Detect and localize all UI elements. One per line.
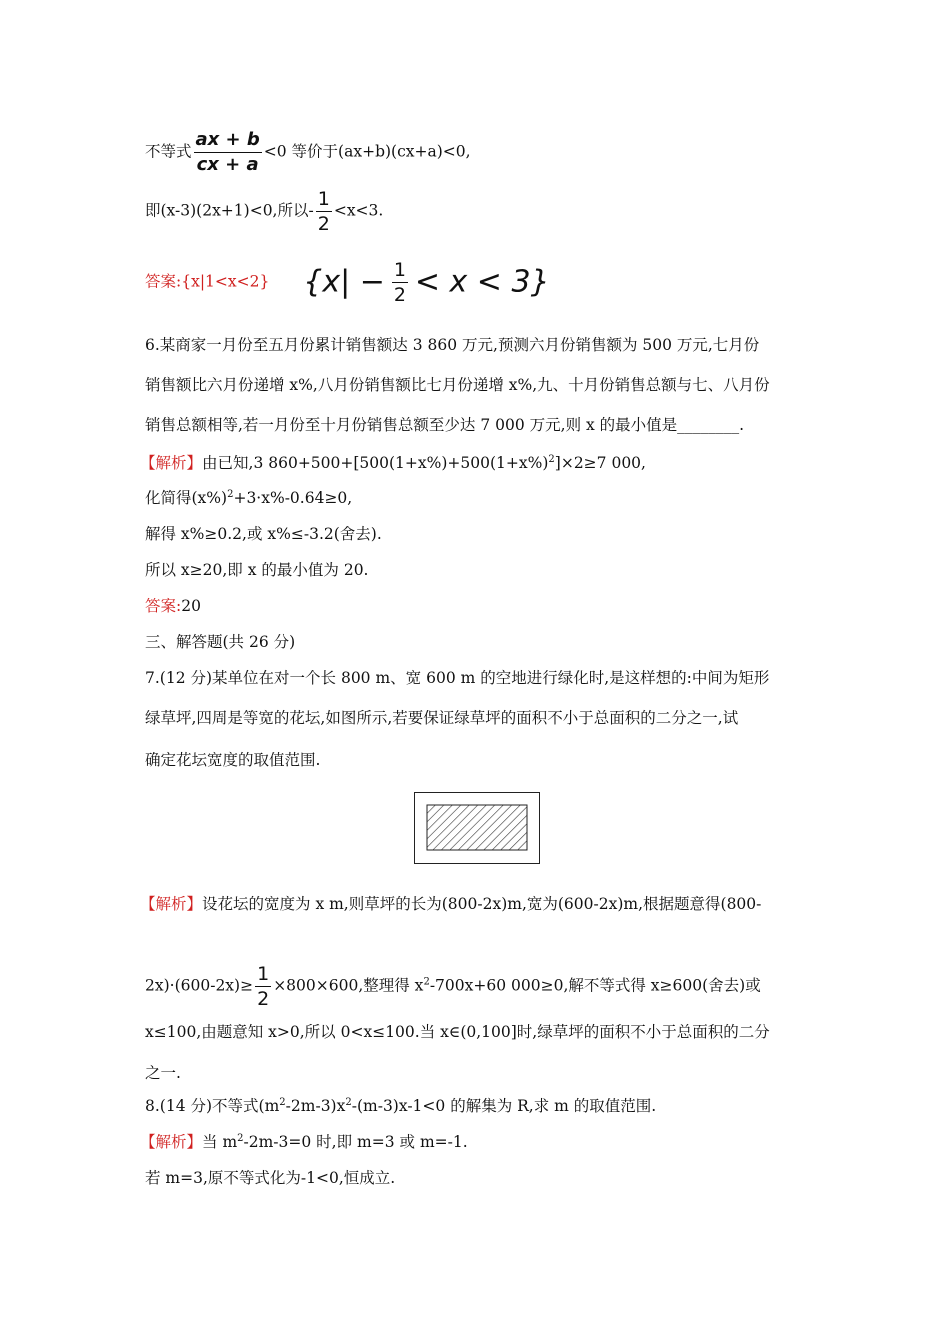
text: 当 m xyxy=(202,1133,238,1151)
superscript: 2 xyxy=(548,453,555,465)
lawn-rect xyxy=(427,805,527,850)
q6-stem-1: 6.某商家一月份至五月份累计销售额达 3 860 万元,预测六月份销售额为 500 万元,七月份 xyxy=(145,336,760,354)
denominator: 2 xyxy=(393,284,406,306)
text: <0 等价于(ax+b)(cx+a)<0, xyxy=(263,142,471,161)
q8-solution-2: 若 m=3,原不等式化为-1<0,恒成立. xyxy=(145,1169,396,1187)
q5-answer xyxy=(145,258,550,307)
q5-line-1 xyxy=(145,128,471,177)
answer-set-right: < x < 3} xyxy=(414,264,550,300)
answer-label: 答案: xyxy=(145,597,182,615)
fraction-half xyxy=(316,187,332,236)
q6-solution-3: 解得 x%≥0.2,或 x%≤-3.2(舍去). xyxy=(145,525,382,543)
q6-solution-1 xyxy=(140,452,646,474)
text: 由已知,3 860+500+[500(1+x%)+500(1+x%) xyxy=(202,454,549,472)
q7-stem-3: 确定花坛宽度的取值范围. xyxy=(145,751,321,769)
text: 不等式 xyxy=(145,142,192,161)
jiexi-label: 【解析】 xyxy=(140,454,203,472)
text: -2m-3=0 时,即 m=3 或 m=-1. xyxy=(243,1133,468,1151)
section-heading: 三、解答题(共 26 分) xyxy=(145,633,296,651)
answer-set-left: {x| − xyxy=(303,264,385,300)
text: 设花坛的宽度为 x m,则草坪的长为(800-2x)m,宽为(600-2x)m,根据题意得(800- xyxy=(202,895,762,913)
q6-solution-4: 所以 x≥20,即 x 的最小值为 20. xyxy=(145,561,369,579)
fraction-half xyxy=(255,962,271,1011)
q8-solution-1 xyxy=(140,1131,468,1153)
text: +3·x%-0.64≥0, xyxy=(233,489,353,507)
superscript: 2 xyxy=(237,1132,244,1144)
jiexi-label: 【解析】 xyxy=(140,895,203,913)
q7-stem-2: 绿草坪,四周是等宽的花坛,如图所示,若要保证绿草坪的面积不小于总面积的二分之一,试 xyxy=(145,709,739,727)
superscript: 2 xyxy=(227,488,234,500)
q7-solution-3: x≤100,由题意知 x>0,所以 0<x≤100.当 x∈(0,100]时,绿草坪的面积不小于总面积的二分 xyxy=(145,1023,770,1041)
denominator: cx + a xyxy=(196,154,259,175)
q7-solution-1 xyxy=(140,893,761,915)
q5-line-2 xyxy=(145,187,383,236)
text: 2x)·(600-2x)≥ xyxy=(145,976,254,995)
denominator: 2 xyxy=(317,213,330,235)
text: ×800×600,整理得 x xyxy=(273,976,424,995)
text: ]×2≥7 000, xyxy=(554,454,646,472)
q8-stem xyxy=(145,1095,656,1117)
numerator: 1 xyxy=(317,188,330,210)
text: -2m-3)x xyxy=(285,1097,346,1115)
jiexi-label: 【解析】 xyxy=(140,1133,203,1151)
numerator: 1 xyxy=(257,963,270,985)
numerator: ax + b xyxy=(194,128,262,153)
text: 化简得(x%) xyxy=(145,489,228,507)
superscript: 2 xyxy=(345,1096,352,1108)
text: <x<3. xyxy=(333,201,384,220)
answer-value: 20 xyxy=(181,597,201,615)
q6-stem-3: 销售总额相等,若一月份至十月份销售总额至少达 7 000 万元,则 x 的最小值是________. xyxy=(145,416,745,434)
q6-answer xyxy=(145,595,201,617)
text: 8.(14 分)不等式(m xyxy=(145,1097,280,1115)
superscript: 2 xyxy=(279,1096,286,1108)
answer-set-fraction xyxy=(392,258,408,307)
q6-stem-2: 销售额比六月份递增 x%,八月份销售额比七月份递增 x%,九、十月份销售总额与七、八月份 xyxy=(145,376,770,394)
q7-solution-4: 之一. xyxy=(145,1064,181,1082)
answer-text: {x|1<x<2} xyxy=(181,272,270,291)
superscript: 2 xyxy=(423,976,430,988)
text: 即(x-3)(2x+1)<0,所以- xyxy=(145,201,314,220)
fraction-ax-b-over-cx-a xyxy=(194,128,262,177)
garden-diagram xyxy=(414,792,540,864)
text: -(m-3)x-1<0 的解集为 R,求 m 的取值范围. xyxy=(351,1097,657,1115)
answer-label: 答案: xyxy=(145,272,182,291)
q6-solution-2 xyxy=(145,487,352,509)
numerator: 1 xyxy=(393,259,406,281)
text: -700x+60 000≥0,解不等式得 x≥600(舍去)或 xyxy=(429,976,761,995)
denominator: 2 xyxy=(257,988,270,1010)
q7-solution-2 xyxy=(145,962,761,1011)
q7-stem-1: 7.(12 分)某单位在对一个长 800 m、宽 600 m 的空地进行绿化时,是这样想的:中间为矩形 xyxy=(145,669,770,687)
